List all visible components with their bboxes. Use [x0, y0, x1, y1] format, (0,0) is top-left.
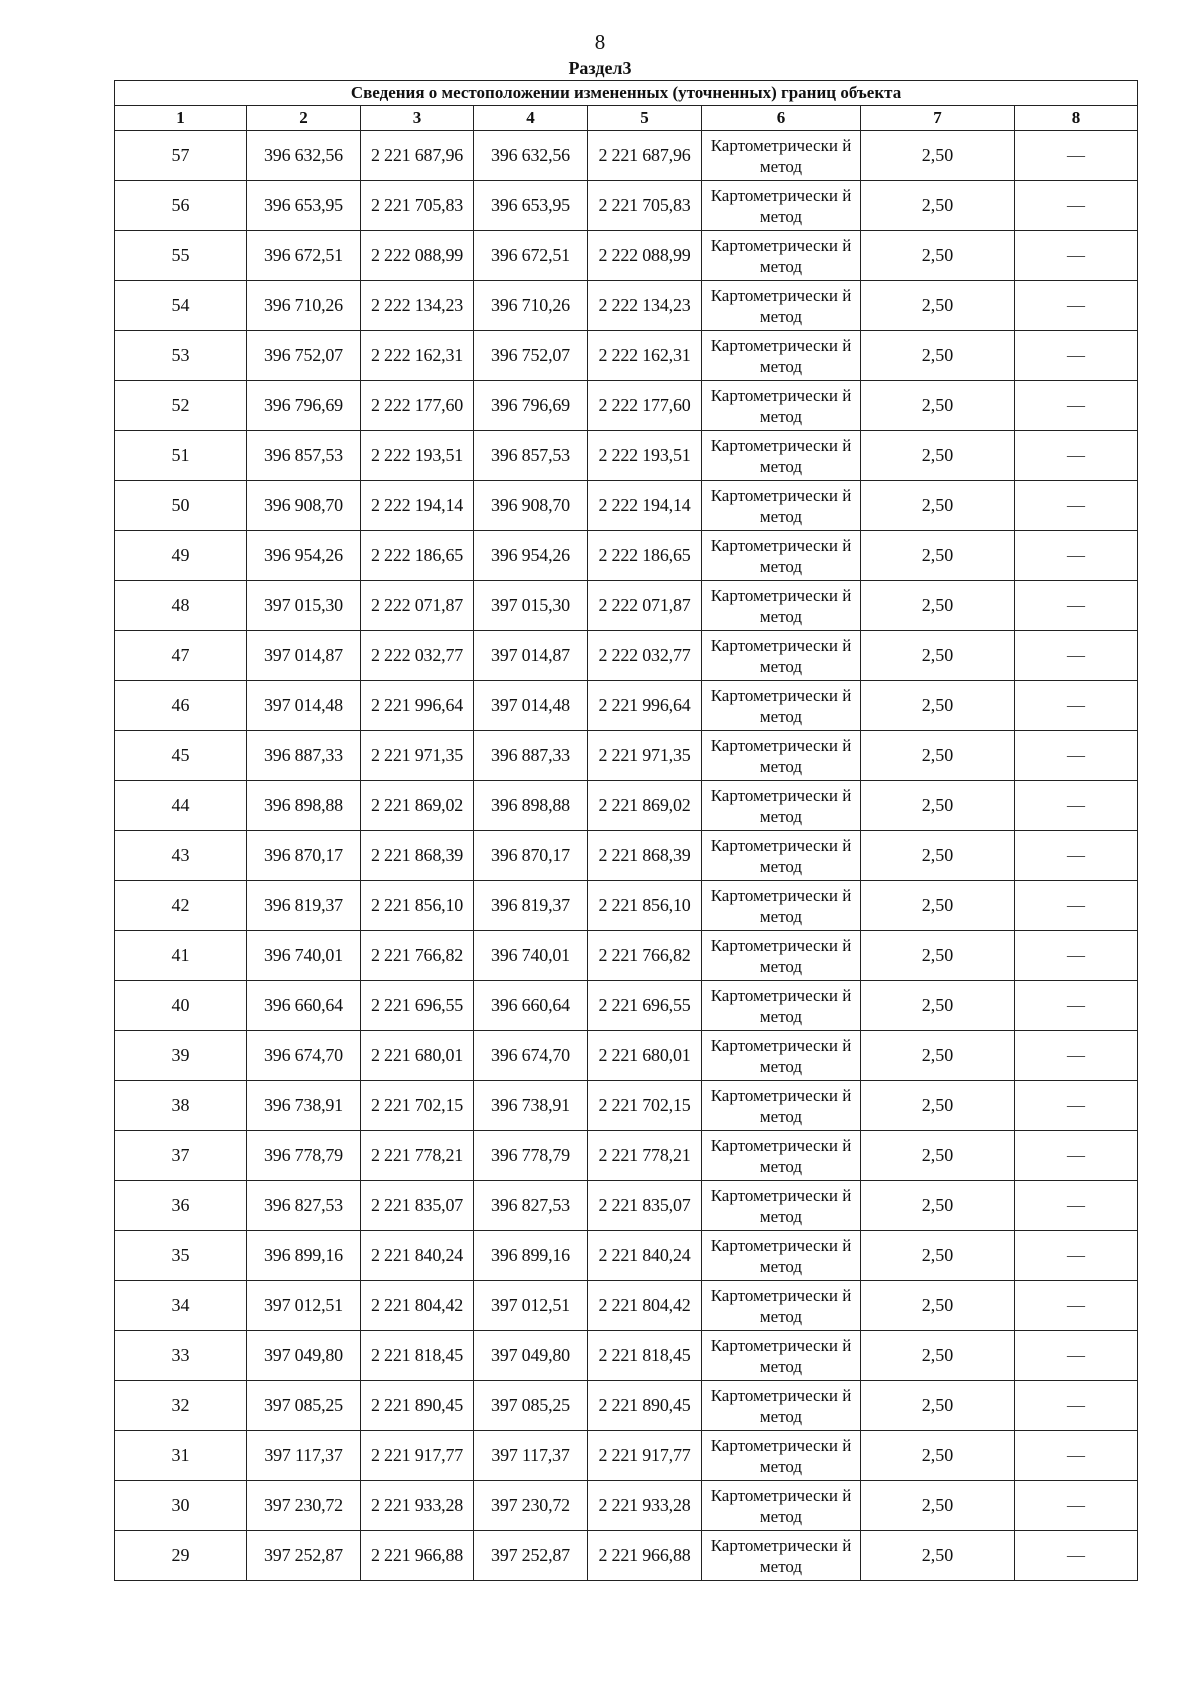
table-cell-col2: 397 252,87	[247, 1531, 361, 1581]
table-cell-col6: Картометрически й метод	[702, 1331, 861, 1381]
table-cell-col7: 2,50	[861, 781, 1015, 831]
table-cell-col3: 2 222 193,51	[361, 431, 474, 481]
section-title: Раздел3	[568, 58, 632, 78]
table-cell-col1: 42	[115, 881, 247, 931]
column-header-5: 5	[588, 106, 702, 131]
table-cell-col6: Картометрически й метод	[702, 1131, 861, 1181]
table-cell-col3: 2 221 687,96	[361, 131, 474, 181]
table-cell-col4: 396 887,33	[474, 731, 588, 781]
table-cell-col8: —	[1015, 931, 1138, 981]
table-cell-col8: —	[1015, 631, 1138, 681]
table-cell-col1: 56	[115, 181, 247, 231]
table-cell-col4: 396 954,26	[474, 531, 588, 581]
table-cell-col2: 397 230,72	[247, 1481, 361, 1531]
table-cell-col6: Картометрически й метод	[702, 281, 861, 331]
table-cell-col3: 2 221 705,83	[361, 181, 474, 231]
table-cell-col2: 397 085,25	[247, 1381, 361, 1431]
table-cell-col7: 2,50	[861, 631, 1015, 681]
table-cell-col1: 38	[115, 1081, 247, 1131]
table-cell-col6: Картометрически й метод	[702, 931, 861, 981]
table-cell-col8: —	[1015, 1281, 1138, 1331]
table-row	[115, 181, 1138, 231]
table-cell-col5: 2 221 696,55	[588, 981, 702, 1031]
table-cell-col6: Картометрически й метод	[702, 1081, 861, 1131]
table-row	[115, 131, 1138, 181]
table-cell-col7: 2,50	[861, 1481, 1015, 1531]
table-cell-col3: 2 222 186,65	[361, 531, 474, 581]
table-cell-col4: 396 899,16	[474, 1231, 588, 1281]
table-cell-col2: 396 827,53	[247, 1181, 361, 1231]
table-cell-col2: 397 117,37	[247, 1431, 361, 1481]
table-row	[115, 231, 1138, 281]
table-cell-col2: 396 740,01	[247, 931, 361, 981]
table-cell-col8: —	[1015, 1431, 1138, 1481]
table-cell-col4: 396 740,01	[474, 931, 588, 981]
table-cell-col8: —	[1015, 1031, 1138, 1081]
table-row	[115, 431, 1138, 481]
table-cell-col5: 2 221 933,28	[588, 1481, 702, 1531]
table-body	[115, 131, 1138, 1581]
table-cell-col6: Картометрически й метод	[702, 331, 861, 381]
table-cell-col5: 2 221 966,88	[588, 1531, 702, 1581]
table-cell-col5: 2 221 996,64	[588, 681, 702, 731]
table-row	[115, 1431, 1138, 1481]
table-cell-col3: 2 221 696,55	[361, 981, 474, 1031]
table-cell-col2: 396 898,88	[247, 781, 361, 831]
table-row	[115, 781, 1138, 831]
table-cell-col3: 2 221 680,01	[361, 1031, 474, 1081]
table-cell-col5: 2 221 868,39	[588, 831, 702, 881]
table-row	[115, 1381, 1138, 1431]
table-row	[115, 981, 1138, 1031]
table-cell-col4: 396 660,64	[474, 981, 588, 1031]
column-header-row	[115, 106, 1138, 131]
table-cell-col7: 2,50	[861, 431, 1015, 481]
boundary-coordinates-table	[114, 80, 1138, 1581]
column-header-7: 7	[861, 106, 1015, 131]
table-cell-col5: 2 222 193,51	[588, 431, 702, 481]
table-cell-col6: Картометрически й метод	[702, 1181, 861, 1231]
table-cell-col2: 396 653,95	[247, 181, 361, 231]
table-cell-col2: 397 012,51	[247, 1281, 361, 1331]
table-cell-col5: 2 221 971,35	[588, 731, 702, 781]
table-cell-col8: —	[1015, 1381, 1138, 1431]
table-cell-col2: 396 796,69	[247, 381, 361, 431]
table-cell-col8: —	[1015, 481, 1138, 531]
table-cell-col5: 2 221 687,96	[588, 131, 702, 181]
column-header-8: 8	[1015, 106, 1138, 131]
table-row	[115, 1331, 1138, 1381]
table-cell-col7: 2,50	[861, 1381, 1015, 1431]
table-cell-col8: —	[1015, 831, 1138, 881]
table-cell-col3: 2 221 840,24	[361, 1231, 474, 1281]
table-cell-col7: 2,50	[861, 1131, 1015, 1181]
table-cell-col8: —	[1015, 281, 1138, 331]
table-cell-col1: 44	[115, 781, 247, 831]
table-cell-col3: 2 221 818,45	[361, 1331, 474, 1381]
column-header-6: 6	[702, 106, 861, 131]
table-cell-col6: Картометрически й метод	[702, 1481, 861, 1531]
table-cell-col1: 32	[115, 1381, 247, 1431]
table-cell-col1: 48	[115, 581, 247, 631]
table-cell-col8: —	[1015, 1081, 1138, 1131]
table-cell-col8: —	[1015, 781, 1138, 831]
table-cell-col6: Картометрически й метод	[702, 231, 861, 281]
table-cell-col4: 396 632,56	[474, 131, 588, 181]
table-cell-col4: 396 827,53	[474, 1181, 588, 1231]
table-cell-col4: 397 049,80	[474, 1331, 588, 1381]
table-cell-col1: 47	[115, 631, 247, 681]
table-cell-col3: 2 222 088,99	[361, 231, 474, 281]
table-cell-col7: 2,50	[861, 831, 1015, 881]
table-cell-col8: —	[1015, 1531, 1138, 1581]
table-cell-col6: Картометрически й метод	[702, 531, 861, 581]
table-cell-col2: 396 660,64	[247, 981, 361, 1031]
table-cell-col4: 397 014,87	[474, 631, 588, 681]
table-cell-col6: Картометрически й метод	[702, 1231, 861, 1281]
table-cell-col6: Картометрически й метод	[702, 1281, 861, 1331]
table-cell-col7: 2,50	[861, 1281, 1015, 1331]
table-cell-col7: 2,50	[861, 181, 1015, 231]
table-cell-col8: —	[1015, 981, 1138, 1031]
column-header-2: 2	[247, 106, 361, 131]
table-row	[115, 531, 1138, 581]
table-cell-col2: 396 899,16	[247, 1231, 361, 1281]
table-row	[115, 331, 1138, 381]
table-cell-col4: 396 796,69	[474, 381, 588, 431]
table-cell-col2: 396 674,70	[247, 1031, 361, 1081]
table-cell-col1: 52	[115, 381, 247, 431]
table-cell-col7: 2,50	[861, 231, 1015, 281]
table-cell-col4: 396 738,91	[474, 1081, 588, 1131]
table-cell-col2: 397 014,87	[247, 631, 361, 681]
table-row	[115, 831, 1138, 881]
table-cell-col2: 396 710,26	[247, 281, 361, 331]
table-cell-col2: 396 778,79	[247, 1131, 361, 1181]
table-cell-col2: 396 887,33	[247, 731, 361, 781]
table-cell-col2: 396 738,91	[247, 1081, 361, 1131]
table-cell-col5: 2 222 194,14	[588, 481, 702, 531]
table-cell-col8: —	[1015, 231, 1138, 281]
table-cell-col8: —	[1015, 131, 1138, 181]
table-cell-col6: Картометрически й метод	[702, 1381, 861, 1431]
table-cell-col5: 2 222 071,87	[588, 581, 702, 631]
table-cell-col8: —	[1015, 881, 1138, 931]
table-cell-col1: 53	[115, 331, 247, 381]
table-cell-col3: 2 222 071,87	[361, 581, 474, 631]
table-row	[115, 931, 1138, 981]
table-cell-col4: 396 653,95	[474, 181, 588, 231]
table-cell-col7: 2,50	[861, 331, 1015, 381]
table-cell-col8: —	[1015, 381, 1138, 431]
table-cell-col1: 37	[115, 1131, 247, 1181]
column-header-3: 3	[361, 106, 474, 131]
table-cell-col5: 2 222 186,65	[588, 531, 702, 581]
table-cell-col7: 2,50	[861, 1331, 1015, 1381]
table-cell-col1: 30	[115, 1481, 247, 1531]
table-cell-col4: 396 819,37	[474, 881, 588, 931]
table-cell-col1: 40	[115, 981, 247, 1031]
table-cell-col1: 36	[115, 1181, 247, 1231]
table-cell-col4: 396 674,70	[474, 1031, 588, 1081]
table-row	[115, 1131, 1138, 1181]
table-cell-col4: 397 014,48	[474, 681, 588, 731]
table-cell-col3: 2 222 032,77	[361, 631, 474, 681]
table-cell-col2: 396 752,07	[247, 331, 361, 381]
table-cell-col6: Картометрически й метод	[702, 631, 861, 681]
table-cell-col3: 2 222 134,23	[361, 281, 474, 331]
table-cell-col2: 397 015,30	[247, 581, 361, 631]
table-cell-col3: 2 221 869,02	[361, 781, 474, 831]
table-cell-col7: 2,50	[861, 381, 1015, 431]
table-cell-col8: —	[1015, 1181, 1138, 1231]
table-cell-col7: 2,50	[861, 481, 1015, 531]
table-cell-col3: 2 222 194,14	[361, 481, 474, 531]
table-cell-col7: 2,50	[861, 1081, 1015, 1131]
table-cell-col8: —	[1015, 581, 1138, 631]
table-cell-col6: Картометрически й метод	[702, 981, 861, 1031]
table-cell-col3: 2 221 856,10	[361, 881, 474, 931]
table-cell-col6: Картометрически й метод	[702, 431, 861, 481]
table-cell-col7: 2,50	[861, 1231, 1015, 1281]
table-cell-col5: 2 222 162,31	[588, 331, 702, 381]
table-cell-col5: 2 222 088,99	[588, 231, 702, 281]
table-cell-col7: 2,50	[861, 731, 1015, 781]
table-cell-col5: 2 221 840,24	[588, 1231, 702, 1281]
table-cell-col6: Картометрически й метод	[702, 881, 861, 931]
table-cell-col2: 397 049,80	[247, 1331, 361, 1381]
table-cell-col2: 396 672,51	[247, 231, 361, 281]
table-cell-col6: Картометрически й метод	[702, 781, 861, 831]
table-row	[115, 1231, 1138, 1281]
table-cell-col3: 2 221 804,42	[361, 1281, 474, 1331]
table-cell-col5: 2 221 890,45	[588, 1381, 702, 1431]
table-cell-col8: —	[1015, 681, 1138, 731]
table-cell-col1: 54	[115, 281, 247, 331]
table-cell-col6: Картометрически й метод	[702, 1531, 861, 1581]
table-cell-col5: 2 221 702,15	[588, 1081, 702, 1131]
table-cell-col4: 397 085,25	[474, 1381, 588, 1431]
table-cell-col3: 2 221 778,21	[361, 1131, 474, 1181]
table-cell-col4: 396 908,70	[474, 481, 588, 531]
table-cell-col1: 49	[115, 531, 247, 581]
table-cell-col6: Картометрически й метод	[702, 1031, 861, 1081]
table-cell-col4: 396 898,88	[474, 781, 588, 831]
table-cell-col5: 2 222 177,60	[588, 381, 702, 431]
table-cell-col7: 2,50	[861, 931, 1015, 981]
table-cell-col1: 41	[115, 931, 247, 981]
table-cell-col3: 2 221 766,82	[361, 931, 474, 981]
table-row	[115, 1031, 1138, 1081]
table-cell-col6: Картометрически й метод	[702, 831, 861, 881]
table-cell-col1: 55	[115, 231, 247, 281]
table-cell-col6: Картометрически й метод	[702, 1431, 861, 1481]
table-cell-col4: 396 778,79	[474, 1131, 588, 1181]
table-cell-col2: 396 870,17	[247, 831, 361, 881]
column-header-1: 1	[115, 106, 247, 131]
table-row	[115, 731, 1138, 781]
table-cell-col5: 2 221 804,42	[588, 1281, 702, 1331]
table-row	[115, 281, 1138, 331]
table-cell-col6: Картометрически й метод	[702, 581, 861, 631]
table-cell-col3: 2 221 890,45	[361, 1381, 474, 1431]
table-cell-col3: 2 221 933,28	[361, 1481, 474, 1531]
table-cell-col4: 397 015,30	[474, 581, 588, 631]
table-cell-col6: Картометрически й метод	[702, 131, 861, 181]
table-cell-col1: 45	[115, 731, 247, 781]
table-cell-col1: 46	[115, 681, 247, 731]
table-cell-col5: 2 221 680,01	[588, 1031, 702, 1081]
table-cell-col1: 51	[115, 431, 247, 481]
table-cell-col7: 2,50	[861, 531, 1015, 581]
table-row	[115, 631, 1138, 681]
table-cell-col1: 35	[115, 1231, 247, 1281]
table-cell-col8: —	[1015, 1231, 1138, 1281]
table-cell-col2: 396 908,70	[247, 481, 361, 531]
table-cell-col4: 397 117,37	[474, 1431, 588, 1481]
table-cell-col6: Картометрически й метод	[702, 481, 861, 531]
table-cell-col1: 34	[115, 1281, 247, 1331]
table-cell-col4: 397 252,87	[474, 1531, 588, 1581]
table-cell-col2: 396 632,56	[247, 131, 361, 181]
table-cell-col1: 39	[115, 1031, 247, 1081]
column-header-4: 4	[474, 106, 588, 131]
table-cell-col4: 396 857,53	[474, 431, 588, 481]
table-cell-col6: Картометрически й метод	[702, 181, 861, 231]
table-cell-col4: 396 672,51	[474, 231, 588, 281]
table-cell-col5: 2 221 705,83	[588, 181, 702, 231]
table-row	[115, 1481, 1138, 1531]
table-cell-col8: —	[1015, 731, 1138, 781]
table-row	[115, 881, 1138, 931]
table-cell-col1: 43	[115, 831, 247, 881]
table-cell-col7: 2,50	[861, 581, 1015, 631]
table-cell-col5: 2 222 032,77	[588, 631, 702, 681]
table-cell-col1: 50	[115, 481, 247, 531]
table-cell-col7: 2,50	[861, 1181, 1015, 1231]
table-row	[115, 1531, 1138, 1581]
table-cell-col7: 2,50	[861, 981, 1015, 1031]
table-cell-col4: 396 710,26	[474, 281, 588, 331]
table-cell-col7: 2,50	[861, 1431, 1015, 1481]
table-cell-col3: 2 221 996,64	[361, 681, 474, 731]
table-cell-col7: 2,50	[861, 1031, 1015, 1081]
table-cell-col8: —	[1015, 531, 1138, 581]
table-cell-col4: 396 752,07	[474, 331, 588, 381]
table-row	[115, 1081, 1138, 1131]
table-cell-col2: 396 954,26	[247, 531, 361, 581]
table-cell-col3: 2 221 917,77	[361, 1431, 474, 1481]
table-cell-col5: 2 221 917,77	[588, 1431, 702, 1481]
table-cell-col3: 2 221 835,07	[361, 1181, 474, 1231]
table-cell-col1: 29	[115, 1531, 247, 1581]
table-cell-col5: 2 221 835,07	[588, 1181, 702, 1231]
table-cell-col5: 2 222 134,23	[588, 281, 702, 331]
table-row	[115, 1181, 1138, 1231]
table-cell-col1: 57	[115, 131, 247, 181]
table-row	[115, 481, 1138, 531]
table-cell-col3: 2 222 177,60	[361, 381, 474, 431]
table-cell-col5: 2 221 856,10	[588, 881, 702, 931]
table-cell-col8: —	[1015, 181, 1138, 231]
table-cell-col2: 396 857,53	[247, 431, 361, 481]
table-cell-col6: Картометрически й метод	[702, 731, 861, 781]
table-cell-col5: 2 221 818,45	[588, 1331, 702, 1381]
table-row	[115, 381, 1138, 431]
table-cell-col6: Картометрически й метод	[702, 381, 861, 431]
table-cell-col3: 2 222 162,31	[361, 331, 474, 381]
table-cell-col1: 33	[115, 1331, 247, 1381]
page-number: 8	[594, 30, 606, 54]
table-row	[115, 681, 1138, 731]
table-cell-col8: —	[1015, 1331, 1138, 1381]
table-cell-col4: 396 870,17	[474, 831, 588, 881]
table-cell-col7: 2,50	[861, 1531, 1015, 1581]
table-cell-col2: 396 819,37	[247, 881, 361, 931]
table-cell-col7: 2,50	[861, 881, 1015, 931]
table-cell-col4: 397 230,72	[474, 1481, 588, 1531]
table-cell-col8: —	[1015, 331, 1138, 381]
table-caption: Сведения о местоположении измененных (уточненных) границ объекта	[115, 81, 1138, 106]
table-cell-col8: —	[1015, 431, 1138, 481]
table-cell-col7: 2,50	[861, 131, 1015, 181]
table-cell-col2: 397 014,48	[247, 681, 361, 731]
table-cell-col7: 2,50	[861, 681, 1015, 731]
table-cell-col3: 2 221 971,35	[361, 731, 474, 781]
table-cell-col3: 2 221 702,15	[361, 1081, 474, 1131]
table-row	[115, 581, 1138, 631]
table-cell-col8: —	[1015, 1481, 1138, 1531]
table-cell-col3: 2 221 868,39	[361, 831, 474, 881]
table-cell-col7: 2,50	[861, 281, 1015, 331]
table-cell-col5: 2 221 778,21	[588, 1131, 702, 1181]
table-row	[115, 1281, 1138, 1331]
table-cell-col8: —	[1015, 1131, 1138, 1181]
table-cell-col5: 2 221 766,82	[588, 931, 702, 981]
table-cell-col3: 2 221 966,88	[361, 1531, 474, 1581]
table-cell-col5: 2 221 869,02	[588, 781, 702, 831]
table-cell-col6: Картометрически й метод	[702, 681, 861, 731]
table-cell-col4: 397 012,51	[474, 1281, 588, 1331]
table-cell-col1: 31	[115, 1431, 247, 1481]
